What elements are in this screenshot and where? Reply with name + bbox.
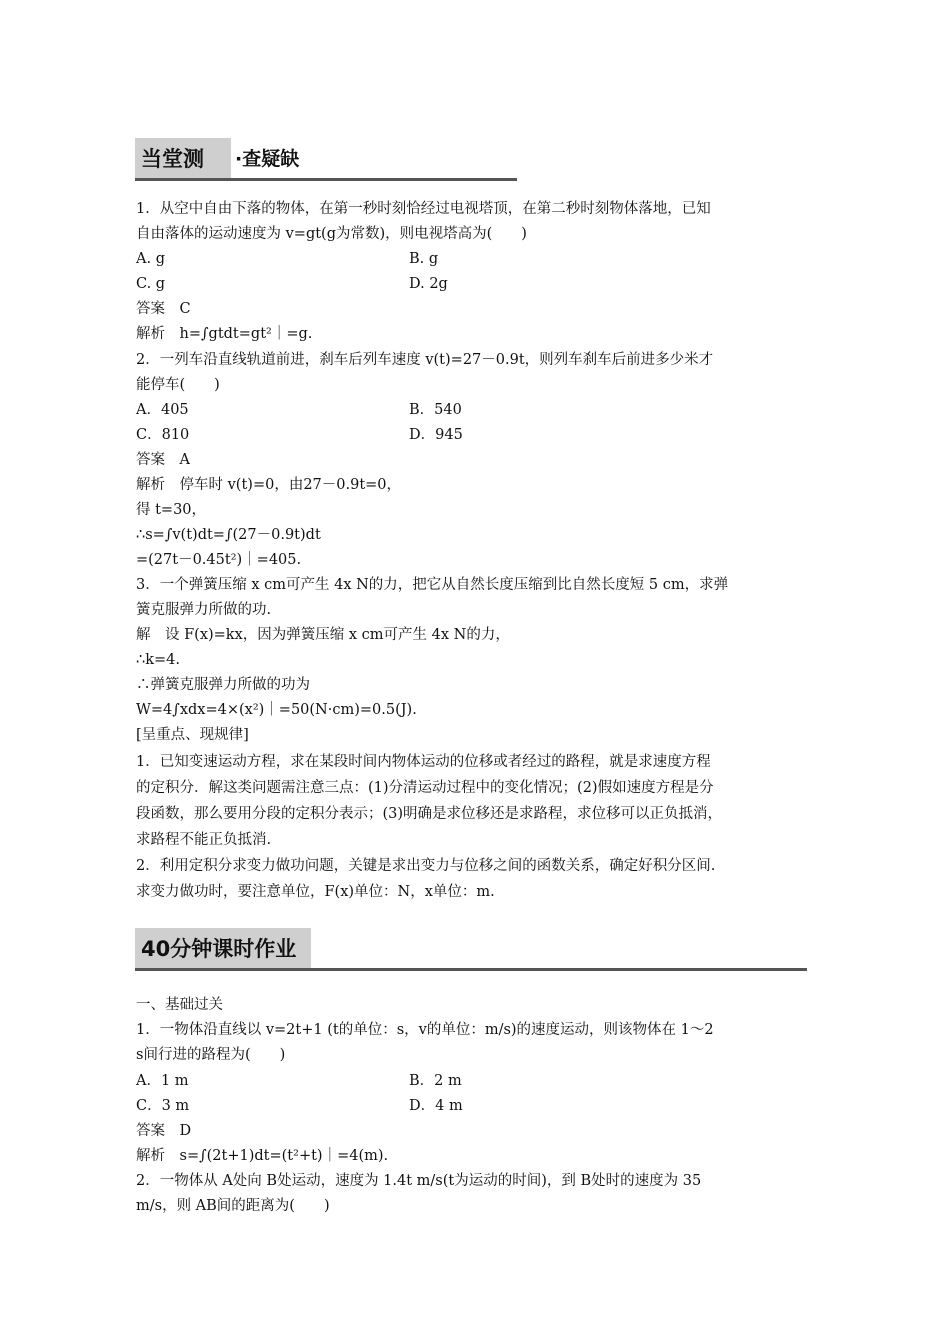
text-line: 求路程不能正负抵消.: [136, 832, 272, 848]
section-title-main: 当堂测: [141, 147, 204, 171]
formula-line: W=4∫xdx=4×(x²)｜=50(N·cm)=0.5(J).: [136, 702, 417, 718]
section-header-homework: [135, 928, 807, 968]
option-a: A．405: [136, 402, 189, 418]
text-line: 2．利用定积分求变力做功问题，关键是求出变力与位移之间的函数关系，确定好积分区间.: [136, 858, 716, 874]
option-d: D．4 m: [409, 1098, 463, 1114]
text-line: 3．一个弹簧压缩 x cm可产生 4x N的力，把它从自然长度压缩到比自然长度短 5 cm，求弹: [136, 577, 729, 593]
text-line: 段函数，那么要用分段的定积分表示；(3)明确是求位移还是求路程，求位移可以正负抵消，: [136, 806, 723, 822]
option-a: A. g: [136, 251, 165, 267]
text-line: m/s，则 AB间的距离为( ): [136, 1198, 330, 1214]
option-b: B．2 m: [409, 1073, 462, 1089]
answer-line: 答案 D: [136, 1123, 192, 1139]
text-line: 求变力做功时，要注意单位，F(x)单位：N，x单位：m.: [136, 884, 495, 900]
text-line: 1．从空中自由下落的物体，在第一秒时刻恰经过电视塔顶，在第二秒时刻物体落地，已知: [136, 201, 711, 217]
section-header-rule: [135, 968, 807, 971]
text-line: 2．一物体从 A处向 B处运动，速度为 1.4t m/s(t为运动的时间)，到 B处时的速度为 35: [136, 1173, 702, 1189]
option-b: B. g: [409, 251, 439, 267]
text-line: 的定积分．解这类问题需注意三点：(1)分清运动过程中的变化情况；(2)假如速度方程是分: [136, 780, 714, 796]
section-header-rule: [135, 178, 517, 181]
text-line: ∴弹簧克服弹力所做的功为: [136, 677, 310, 693]
option-d: D．945: [409, 427, 463, 443]
section-title-main: 40分钟课时作业: [141, 937, 297, 961]
formula-line: ∴k=4.: [136, 652, 180, 668]
analysis-line: 解析 h=∫gtdt=gt²｜=g.: [136, 326, 313, 342]
text-line: s间行进的路程为( ): [136, 1047, 286, 1063]
text-line: 自由落体的运动速度为 v=gt(g为常数)，则电视塔高为( ): [136, 226, 527, 242]
option-d: D. 2g: [409, 276, 448, 292]
subheading: [呈重点、现规律]: [136, 727, 249, 743]
formula-line: =(27t－0.45t²)｜=405.: [136, 552, 302, 568]
option-c: C．810: [136, 427, 190, 443]
section-title-sub: ·查疑缺: [235, 148, 300, 170]
text-line: 2．一列车沿直线轨道前进，刹车后列车速度 v(t)=27－0.9t，则列车刹车后前进多少米才: [136, 352, 714, 368]
analysis-line: 解析 停车时 v(t)=0，由27－0.9t=0，: [136, 477, 402, 493]
solution-line: 解 设 F(x)=kx，因为弹簧压缩 x cm可产生 4x N的力，: [136, 627, 510, 643]
option-c: C．3 m: [136, 1098, 190, 1114]
text-line: 簧克服弹力所做的功.: [136, 602, 272, 618]
subheading: 一、基础过关: [136, 997, 223, 1013]
formula-line: ∴s=∫v(t)dt=∫(27－0.9t)dt: [136, 527, 321, 543]
analysis-line: 解析 s=∫(2t+1)dt=(t²+t)｜=4(m).: [136, 1148, 389, 1164]
option-c: C. g: [136, 276, 166, 292]
option-b: B．540: [409, 402, 462, 418]
section-header-practice: [135, 138, 515, 178]
text-line: 1．一物体沿直线以 v=2t+1 (t的单位：s，v的单位：m/s)的速度运动，则该物体在 1～2: [136, 1022, 714, 1038]
option-a: A．1 m: [136, 1073, 189, 1089]
text-line: 1．已知变速运动方程，求在某段时间内物体运动的位移或者经过的路程，就是求速度方程: [136, 754, 711, 770]
answer-line: 答案 A: [136, 452, 190, 468]
answer-line: 答案 C: [136, 301, 191, 317]
text-line: 得 t=30，: [136, 502, 207, 518]
text-line: 能停车( ): [136, 377, 220, 393]
